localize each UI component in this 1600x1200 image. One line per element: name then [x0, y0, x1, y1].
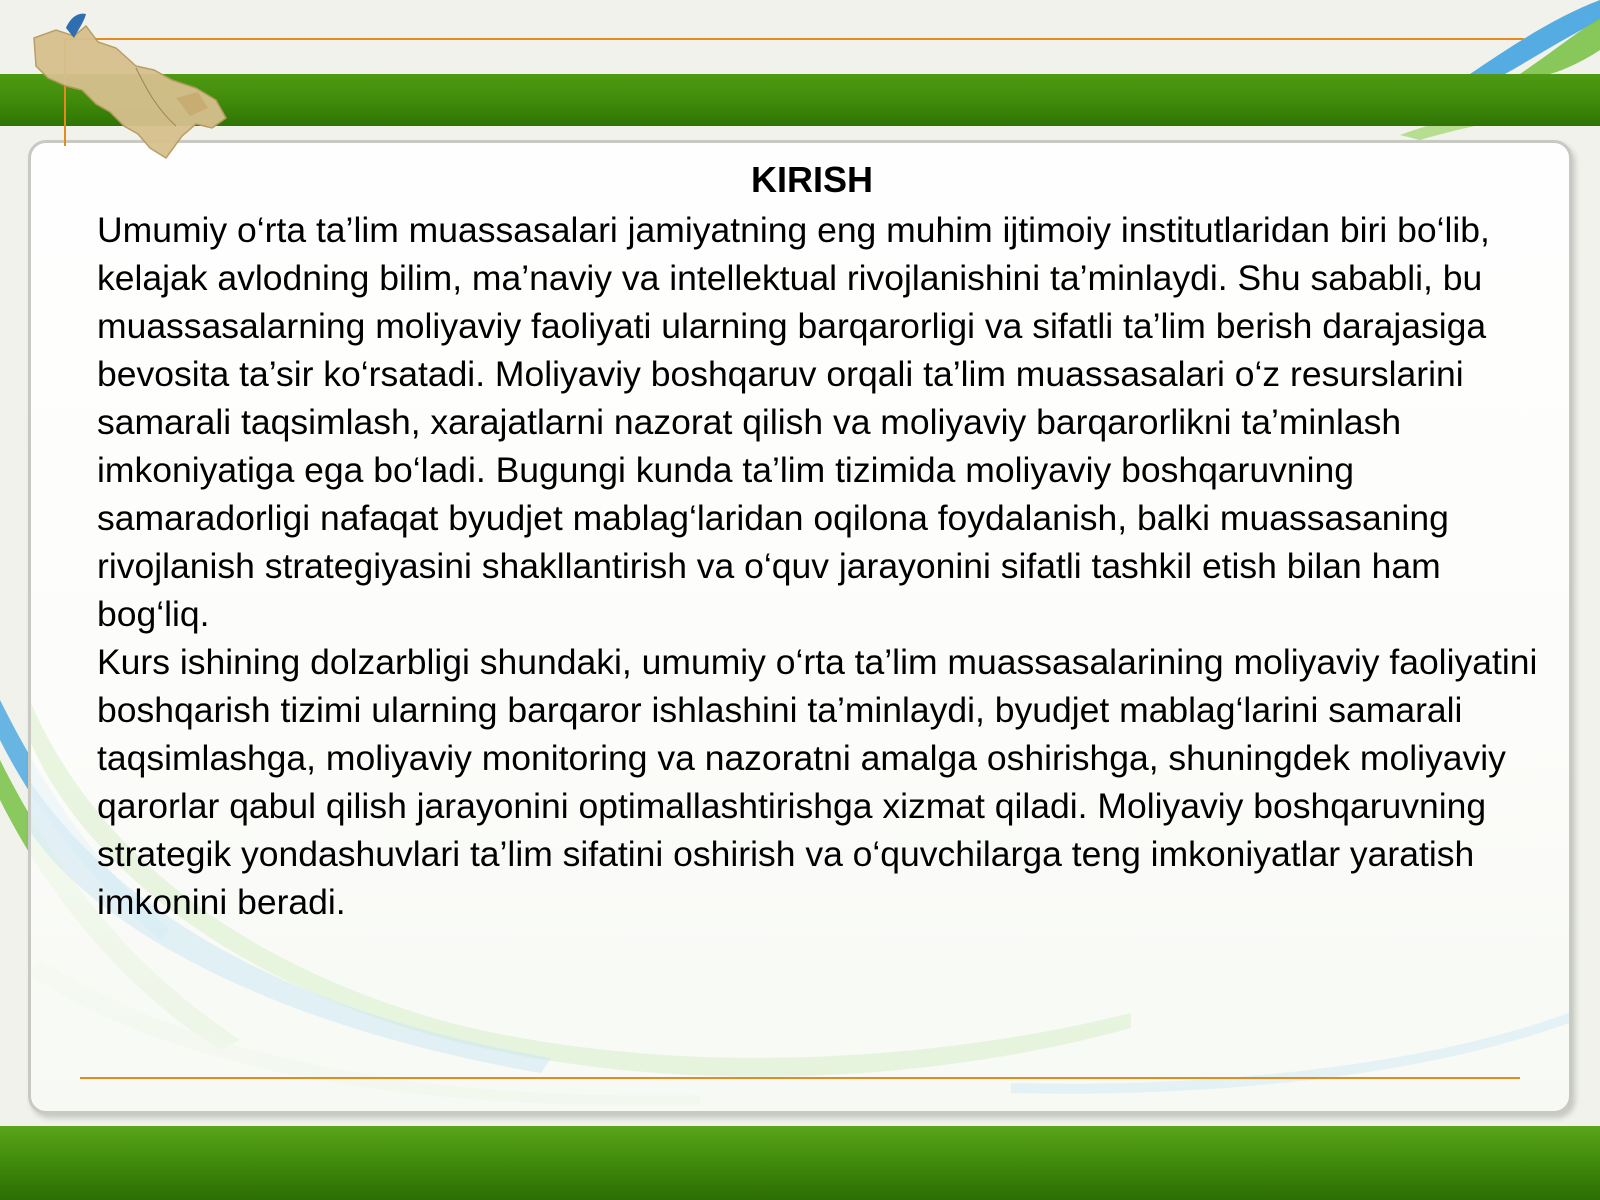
slide-title: KIRISH: [750, 159, 873, 200]
slide-body: [97, 206, 1547, 926]
bottom-green-band: [0, 1126, 1600, 1200]
top-green-band: [0, 74, 1600, 126]
uzbekistan-map-icon: [26, 8, 236, 166]
top-orange-rule: [64, 38, 1524, 40]
paragraph-relevance: Kurs ishining dolzarbligi shundaki, umumiy o‘rta ta’lim muassasalarining moliyaviy faoliyatini boshqarish tizimi ularning barqaror ishlashini ta’minlaydi, byudjet mablag‘larini samarali taqsimlashga, moliyaviy monitoring va nazoratni amalga oshirishga, shuningdek moliyaviy qarorlar qabul qilish jarayonini optimallashtirishga xizmat qiladi. Moliyaviy boshqaruvning strategik yondashuvlari ta’lim sifatini oshirish va o‘quvchilarga teng imkoniyatlar yaratish imkonini beradi.: [97, 642, 1538, 922]
paragraph-intro: Umumiy o‘rta ta’lim muassasalari jamiyatning eng muhim ijtimoiy institutlaridan biri bo‘lib, kelajak avlodning bilim, ma’naviy va intellektual rivojlanishini ta’minlaydi. Shu sababli, bu muassasalarning moliyaviy faoliyati ularning barqarorligi va sifatli ta’lim berish darajasiga bevosita ta’sir ko‘rsatadi. Moliyaviy boshqaruv orqali ta’lim muassasalari o‘z resurslarini samarali taqsimlash, xarajatlarni nazorat qilish va moliyaviy barqarorlikni ta’minlash imkoniyatiga ega bo‘ladi. Bugungi kunda ta’lim tizimida moliyaviy boshqaruvning samaradorligi nafaqat byudjet mablag‘laridan oqilona foydalanish, balki muassasaning rivojlanish strategiyasini shakllantirish va o‘quv jarayonini sifatli tashkil etish bilan ham bog‘liq.: [97, 210, 1490, 634]
bottom-orange-rule: [80, 1077, 1520, 1079]
